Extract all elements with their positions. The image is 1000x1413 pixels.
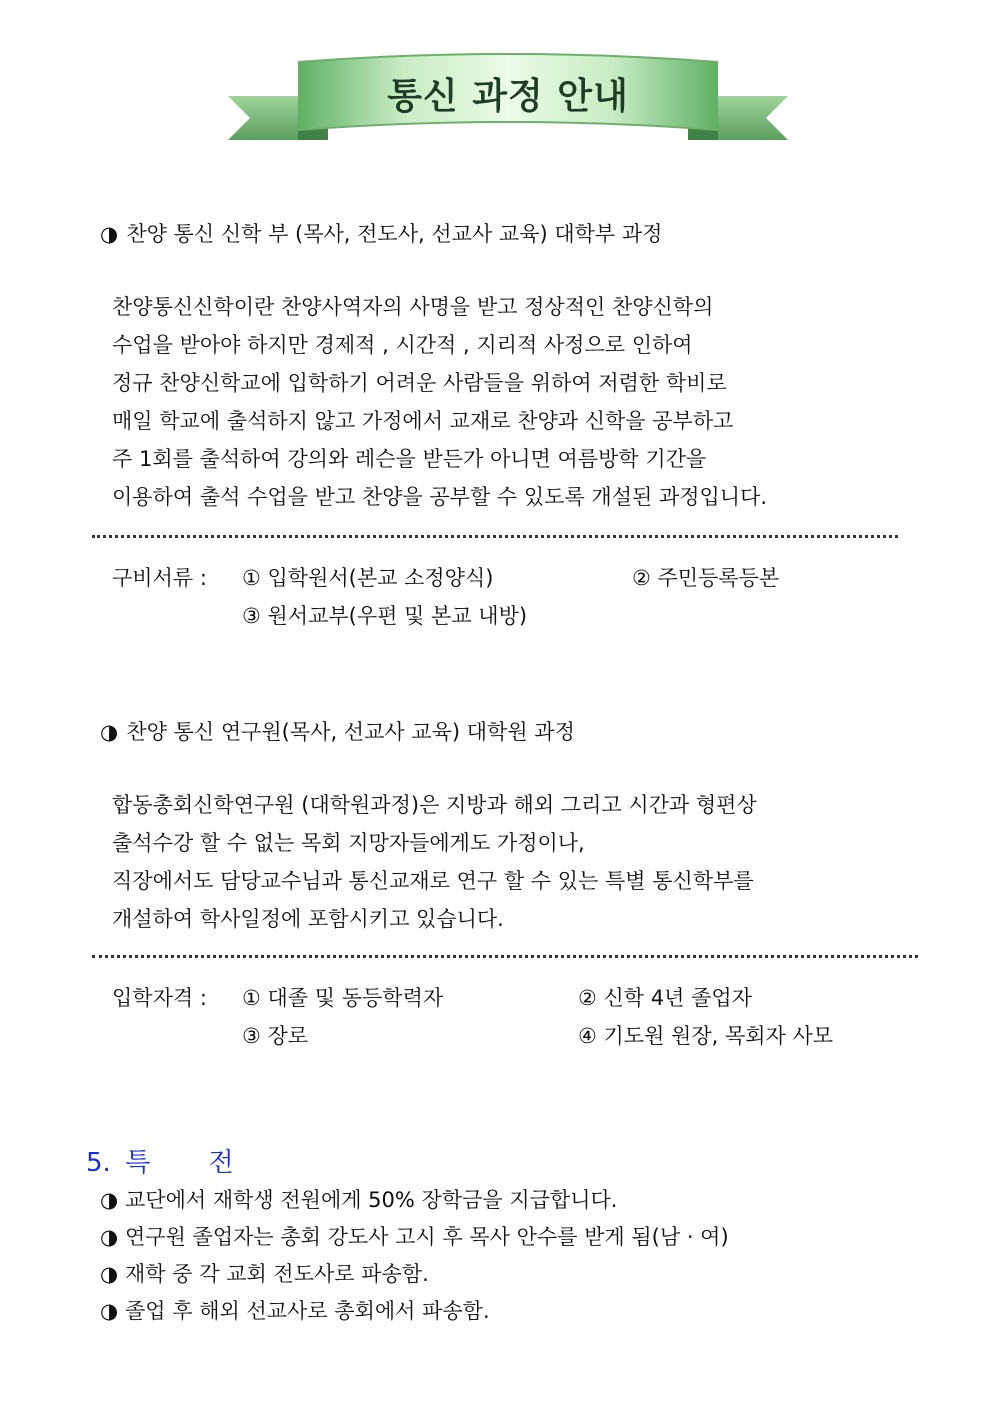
paragraph-line: 주 1회를 출석하여 강의와 레슨을 받든가 아니면 여름방학 기간을 bbox=[112, 447, 707, 471]
qual-item: ④ 기도원 원장, 목회자 사모 bbox=[578, 1024, 834, 1048]
qual-item: ① 대졸 및 동등학력자 bbox=[242, 986, 444, 1010]
section5-title-a: 특 bbox=[125, 1148, 151, 1178]
list-item-text: 졸업 후 해외 선교사로 총회에서 파송함. bbox=[125, 1299, 490, 1323]
paragraph-line: 합동총회신학연구원 (대학원과정)은 지방과 해외 그리고 시간과 형편상 bbox=[112, 793, 757, 817]
paragraph-line: 매일 학교에 출석하지 않고 가정에서 교재로 찬양과 신학을 공부하고 bbox=[112, 409, 734, 433]
half-circle-bullet-icon: ◑ bbox=[100, 1188, 119, 1212]
title-banner bbox=[228, 48, 788, 148]
half-circle-bullet-icon: ◑ bbox=[100, 1299, 119, 1323]
banner-title: 통신 과정 안내 bbox=[387, 76, 629, 117]
list-item bbox=[100, 1293, 729, 1330]
section5-list bbox=[100, 1182, 729, 1330]
dotted-divider bbox=[92, 535, 898, 538]
section1-heading bbox=[100, 218, 662, 248]
qual-item: ③ 장로 bbox=[242, 1024, 309, 1048]
list-item-text: 교단에서 재학생 전원에게 50% 장학금을 지급합니다. bbox=[125, 1188, 618, 1212]
paragraph-line: 정규 찬양신학교에 입학하기 어려운 사람들을 위하여 저렴한 학비로 bbox=[112, 371, 727, 395]
paragraph-line: 개설하여 학사일정에 포함시키고 있습니다. bbox=[112, 907, 504, 931]
qual-item: ② 신학 4년 졸업자 bbox=[578, 986, 752, 1010]
paragraph-line: 출석수강 할 수 없는 목회 지망자들에게도 가정이나, bbox=[112, 831, 585, 855]
half-circle-bullet-icon: ◑ bbox=[100, 1262, 119, 1286]
list-item-text: 재학 중 각 교회 전도사로 파송함. bbox=[125, 1262, 429, 1286]
section2-paragraph bbox=[112, 786, 757, 938]
section2-heading bbox=[100, 716, 575, 746]
section5-title-b: 전 bbox=[208, 1148, 234, 1178]
paragraph-line: 찬양통신신학이란 찬양사역자의 사명을 받고 정상적인 찬양신학의 bbox=[112, 295, 714, 319]
list-item-text: 연구원 졸업자는 총회 강도사 고시 후 목사 안수를 받게 됨(남 · 여) bbox=[125, 1225, 729, 1249]
docs-label: 구비서류 : bbox=[112, 566, 207, 590]
list-item bbox=[100, 1256, 729, 1293]
half-circle-bullet-icon: ◑ bbox=[100, 720, 119, 744]
section5-heading bbox=[86, 1142, 234, 1179]
list-item bbox=[100, 1182, 729, 1219]
dotted-divider bbox=[92, 955, 918, 958]
half-circle-bullet-icon: ◑ bbox=[100, 1225, 119, 1249]
docs-item: ② 주민등록등본 bbox=[632, 566, 780, 590]
paragraph-line: 이용하여 출석 수업을 받고 찬양을 공부할 수 있도록 개설된 과정입니다. bbox=[112, 485, 768, 509]
list-item bbox=[100, 1219, 729, 1256]
section5-number: 5. bbox=[86, 1148, 111, 1178]
section1-heading-text: 찬양 통신 신학 부 (목사, 전도사, 선교사 교육) 대학부 과정 bbox=[126, 222, 663, 246]
docs-item: ③ 원서교부(우편 및 본교 내방) bbox=[242, 604, 528, 628]
paragraph-line: 직장에서도 담당교수님과 통신교재로 연구 할 수 있는 특별 통신학부를 bbox=[112, 869, 754, 893]
section2-heading-text: 찬양 통신 연구원(목사, 선교사 교육) 대학원 과정 bbox=[126, 720, 575, 744]
paragraph-line: 수업을 받아야 하지만 경제적 , 시간적 , 지리적 사정으로 인하여 bbox=[112, 333, 693, 357]
half-circle-bullet-icon: ◑ bbox=[100, 222, 119, 246]
section1-paragraph bbox=[112, 288, 767, 516]
qual-label: 입학자격 : bbox=[112, 986, 207, 1010]
docs-item: ① 입학원서(본교 소정양식) bbox=[242, 566, 494, 590]
